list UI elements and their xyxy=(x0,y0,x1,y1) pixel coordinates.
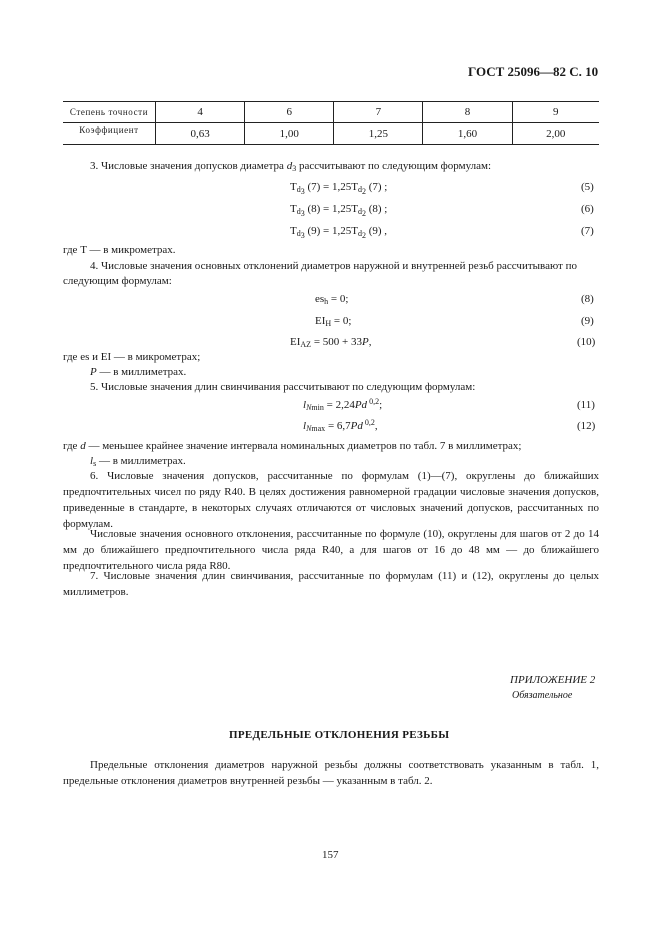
row-label-degree: Степень точности xyxy=(63,102,156,123)
row-label-coefficient: Коэффициент xyxy=(63,123,156,145)
paragraph-5: 5. Числовые значения длин свинчивания рассчитывают по следующим формулам: xyxy=(90,381,476,393)
coefficient-cell: 1,00 xyxy=(245,123,334,145)
paragraph-3: 3. Числовые значения допусков диаметра $d_3$ рассчитывают по следующим формулам: xyxy=(90,160,491,173)
equation-number: (11) xyxy=(577,399,595,411)
degree-cell: 6 xyxy=(245,102,334,123)
where-es: где es и EI — в микрометрах; xyxy=(63,351,201,363)
coefficient-cell: 1,60 xyxy=(423,123,512,145)
where-l: $l_s$ — в миллиметрах. xyxy=(90,455,186,468)
where-P: P — в миллиметрах. xyxy=(90,366,187,378)
section-title: ПРЕДЕЛЬНЫЕ ОТКЛОНЕНИЯ РЕЗЬБЫ xyxy=(229,729,450,741)
formula-10: $EI_{AZ} = 500 + 33P$, xyxy=(290,336,372,349)
paragraph-6b: Числовые значения основного отклонения, рассчитанные по формуле (10), округлены для шагов от 2 до 14 мм до ближайшего предпочтительного числа ряда R40, а для шагов от 16 до 48 мм — до ближайшего предпочтительного числа ряда R80. xyxy=(63,528,599,572)
coefficient-table xyxy=(63,101,599,145)
degree-cell: 8 xyxy=(423,102,512,123)
equation-number: (7) xyxy=(581,225,594,237)
coefficient-cell: 2,00 xyxy=(512,123,599,145)
formula-11: $l_{Nmin} = 2,24Pd$ $^{0,2}$; xyxy=(303,397,383,412)
formula-5: $T_{d_3}$ $(7) = 1,25T_{d_2}$ (7) ; xyxy=(290,181,388,196)
coefficient-cell: 0,63 xyxy=(156,123,245,145)
degree-cell: 7 xyxy=(334,102,423,123)
paragraph-4-line-2: следующим формулам: xyxy=(63,275,172,287)
formula-6: $T_{d_3}$ $(8) = 1,25T_{d_2}$ (8) ; xyxy=(290,203,388,218)
coefficient-cell: 1,25 xyxy=(334,123,423,145)
degree-cell: 4 xyxy=(156,102,245,123)
equation-number: (5) xyxy=(581,181,594,193)
paragraph-6: 6. Числовые значения допусков, рассчитанные по формулам (1)—(7), округлены до ближайших предпочтительных чисел по ряду R40. В целях достижения равномерной градации числовые значения допусков, приведенные в стандарте, в некоторых случаях отличаются от числовых значений допусков, рассчитанных по формулам. xyxy=(63,470,599,530)
appendix-label: ПРИЛОЖЕНИЕ 2 xyxy=(510,674,596,686)
equation-number: (10) xyxy=(577,336,596,348)
paragraph-4-line-1: 4. Числовые значения основных отклонений диаметров наружной и внутренней резьб рассчитывают по xyxy=(90,260,577,272)
page-header: ГОСТ 25096—82 С. 10 xyxy=(468,64,599,79)
where-d: где d — меньшее крайнее значение интервала номинальных диаметров по табл. 7 в миллиметрах; xyxy=(63,440,522,452)
paragraph-7: 7. Числовые значения длин свинчивания, рассчитанные по формулам (11) и (12), округлены до целых миллиметров. xyxy=(63,570,599,598)
equation-number: (6) xyxy=(581,203,594,215)
where-T: где T — в микрометрах. xyxy=(63,244,176,256)
equation-number: (9) xyxy=(581,315,594,327)
table-row xyxy=(63,123,599,145)
table-row xyxy=(63,102,599,123)
degree-cell: 9 xyxy=(512,102,599,123)
mandatory-label: Обязательное xyxy=(512,690,573,701)
equation-number: (12) xyxy=(577,420,596,432)
equation-number: (8) xyxy=(581,293,594,305)
formula-12: $l_{Nmax} = 6,7Pd$ $^{0,2}$, xyxy=(303,418,378,433)
appendix-intro: Предельные отклонения диаметров наружной резьбы должны соответствовать указанным в табл. 1, предельные отклонения диаметров внутренней резьбы — указанным в табл. 2. xyxy=(63,759,599,787)
formula-9: $EI_H = 0$; xyxy=(315,315,352,328)
page-number: 157 xyxy=(322,849,339,861)
formula-7: $T_{d_3}$ $(9) = 1,25T_{d_2}$ (9) , xyxy=(290,225,388,240)
formula-8: $es_h = 0$; xyxy=(315,293,349,306)
